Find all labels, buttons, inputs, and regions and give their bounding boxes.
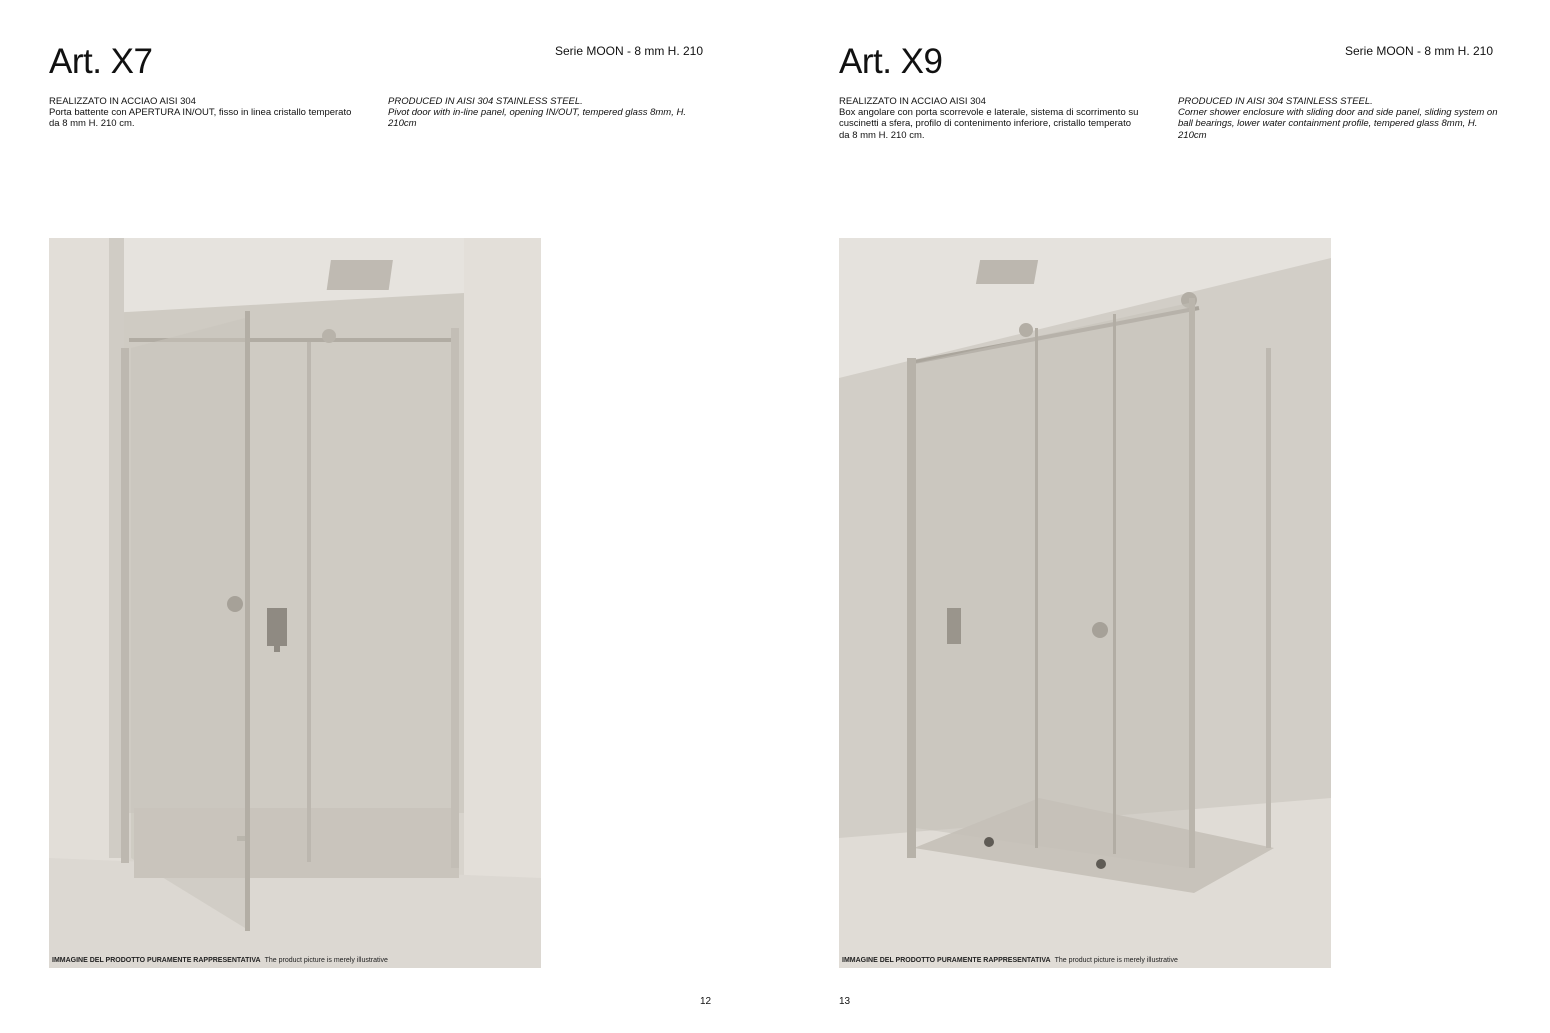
image-caption [52, 956, 388, 965]
caption-english: The product picture is merely illustrative [264, 957, 388, 964]
description-heading: PRODUCED IN AISI 304 STAINLESS STEEL. [388, 96, 583, 107]
description-italian [839, 96, 1144, 141]
series-label: Serie MOON - 8 mm H. 210 [1345, 44, 1494, 58]
description-heading: PRODUCED IN AISI 304 STAINLESS STEEL. [1178, 96, 1373, 107]
description-heading: REALIZZATO IN ACCIAO AISI 304 [49, 96, 196, 107]
description-text: Corner shower enclosure with sliding door and side panel, sliding system on ball bearings, lower water containment profile, tempered glass 8mm, H. 210cm [1178, 107, 1498, 141]
caption-italian: IMMAGINE DEL PRODOTTO PURAMENTE RAPPRESENTATIVA [52, 957, 261, 964]
right-page [790, 0, 1550, 1033]
page-title: Art. X9 [839, 42, 943, 81]
shower-illustration [49, 238, 541, 968]
description-text: Pivot door with in-line panel, opening IN/OUT, tempered glass 8mm, H. 210cm [388, 107, 686, 130]
description-italian [49, 96, 354, 130]
caption-italian: IMMAGINE DEL PRODOTTO PURAMENTE RAPPRESENTATIVA [842, 957, 1051, 964]
page-number: 12 [700, 996, 712, 1007]
product-photo [839, 238, 1331, 968]
description-english [1178, 96, 1498, 141]
description-text: Porta battente con APERTURA IN/OUT, fisso in linea cristallo temperato da 8 mm H. 210 cm. [49, 107, 352, 130]
description-text: Box angolare con porta scorrevole e laterale, sistema di scorrimento su cuscinetti a sfera, profilo di contenimento inferiore, cristallo temperato da 8 mm H. 210 cm. [839, 107, 1139, 141]
description-heading: REALIZZATO IN ACCIAO AISI 304 [839, 96, 986, 107]
page-number: 13 [839, 996, 851, 1007]
product-photo [49, 238, 541, 968]
description-english [388, 96, 708, 130]
caption-english: The product picture is merely illustrative [1054, 957, 1178, 964]
shower-illustration [839, 238, 1331, 968]
series-label: Serie MOON - 8 mm H. 210 [555, 44, 704, 58]
image-caption [842, 956, 1178, 965]
page-title: Art. X7 [49, 42, 153, 81]
